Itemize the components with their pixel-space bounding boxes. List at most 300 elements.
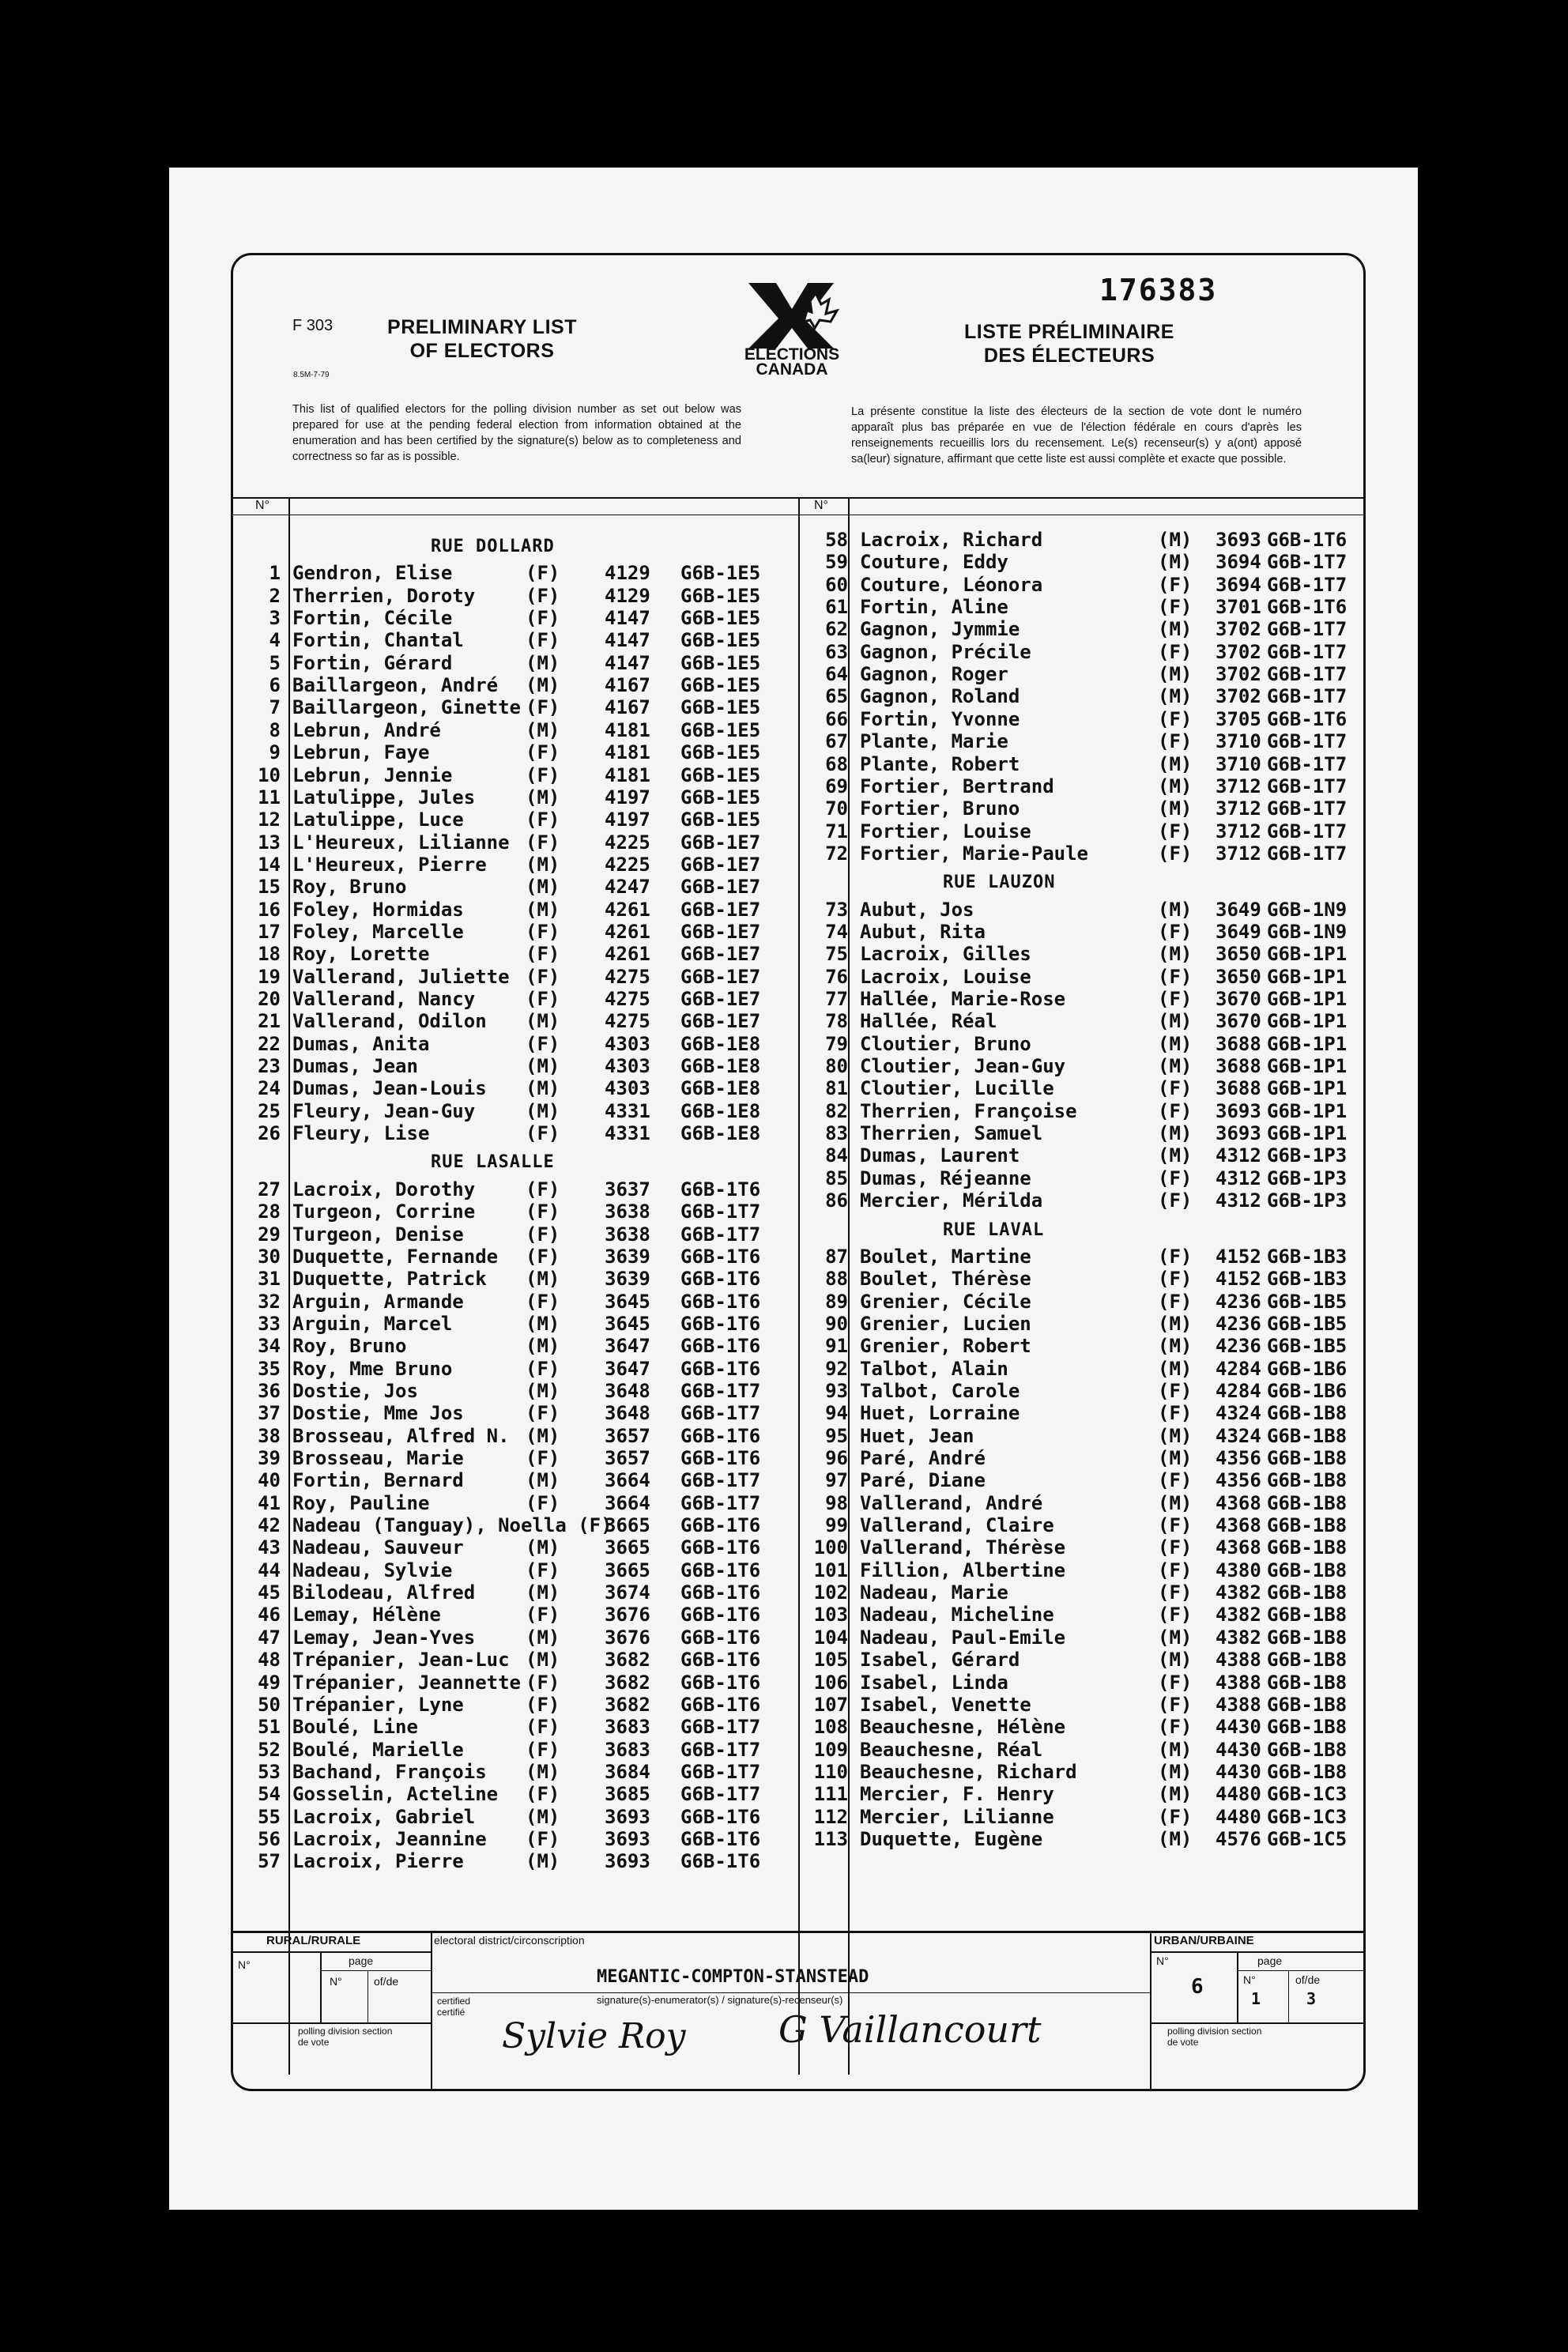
elector-address: 3638 [605, 1200, 650, 1223]
elector-name: Fortin, Aline [860, 596, 1008, 619]
elector-sex: (M) [526, 1649, 560, 1672]
elector-name: Fortin, Chantal [292, 629, 464, 652]
certified-label: certified certifié [437, 1996, 471, 2018]
elector-sex: (F) [1158, 1805, 1193, 1828]
elector-number: 6 [269, 674, 281, 697]
elector-address: 4147 [605, 607, 650, 630]
elector-sex: (M) [1158, 775, 1193, 797]
elector-name: Trépanier, Jeannette [292, 1671, 521, 1694]
elector-sex: (F) [1158, 596, 1193, 619]
elector-sex: (M) [526, 1010, 560, 1033]
elector-number: 59 [825, 551, 848, 574]
elector-number: 83 [825, 1122, 848, 1145]
elector-address: 3664 [605, 1491, 650, 1514]
elector-number: 49 [258, 1671, 281, 1694]
elector-row [233, 1178, 796, 1200]
elector-sex: (F) [526, 1783, 560, 1806]
elector-name: Boulé, Line [292, 1716, 418, 1739]
elector-number: 33 [258, 1312, 281, 1335]
elector-postal-code: G6B-1T7 [680, 1379, 761, 1402]
elector-name: Fortier, Bruno [860, 797, 1020, 820]
elector-name: Baillargeon, Ginette [292, 696, 521, 719]
elector-sex: (F) [526, 1671, 560, 1694]
elector-postal-code: G6B-1P1 [1267, 943, 1348, 966]
elector-name: Fortier, Marie-Paule [860, 842, 1088, 865]
elector-number: 108 [813, 1716, 848, 1739]
elector-row [233, 1358, 796, 1380]
rural-bottom-rule [233, 2022, 431, 2024]
elector-name: Lacroix, Gilles [860, 943, 1031, 966]
elector-sex: (M) [1158, 1738, 1193, 1761]
elector-number: 31 [258, 1268, 281, 1291]
elector-address: 4197 [605, 808, 650, 831]
elector-postal-code: G6B-1P1 [1267, 1032, 1348, 1055]
elector-address: 3710 [1216, 752, 1261, 775]
elector-postal-code: G6B-1E7 [680, 943, 761, 966]
elector-address: 3712 [1216, 775, 1261, 797]
elector-row [233, 1246, 796, 1268]
elector-row [801, 1739, 1363, 1761]
elector-sex: (F) [526, 1604, 560, 1626]
elector-number: 110 [813, 1760, 848, 1783]
elector-postal-code: G6B-1T7 [1267, 775, 1348, 797]
rural-page-rule [320, 1970, 431, 1971]
elector-number: 65 [825, 685, 848, 708]
elector-name: Lemay, Hélène [292, 1604, 441, 1626]
elector-postal-code: G6B-1T6 [680, 1514, 761, 1537]
elector-name: Lacroix, Pierre [292, 1850, 464, 1873]
elector-address: 4382 [1216, 1604, 1261, 1626]
elector-row [801, 551, 1363, 573]
elector-row [233, 1291, 796, 1313]
elector-sex: (M) [1158, 618, 1193, 641]
elector-sex: (M) [1158, 1010, 1193, 1033]
elector-postal-code: G6B-1E7 [680, 853, 761, 876]
elector-address: 3645 [605, 1312, 650, 1335]
rural-divider [431, 1931, 432, 2089]
elector-postal-code: G6B-1B8 [1267, 1491, 1348, 1514]
rural-of-label: of/de [374, 1975, 399, 1988]
elector-sex: (F) [1158, 1693, 1193, 1716]
elector-row [233, 764, 796, 786]
col-divider-middle [798, 497, 800, 2075]
elector-address: 3665 [605, 1536, 650, 1559]
elector-row [233, 1380, 796, 1402]
elector-name: Nadeau, Sylvie [292, 1559, 453, 1581]
elector-sex: (M) [526, 1805, 560, 1828]
elector-number: 63 [825, 640, 848, 663]
elector-postal-code: G6B-1T7 [1267, 663, 1348, 686]
elector-number: 25 [258, 1099, 281, 1122]
elector-number: 8 [269, 718, 281, 741]
elector-postal-code: G6B-1E8 [680, 1099, 761, 1122]
elector-name: Nadeau, Sauveur [292, 1536, 464, 1559]
elector-number: 73 [825, 898, 848, 921]
elector-row [233, 1200, 796, 1223]
elector-sex: (F) [1158, 842, 1193, 865]
elector-row [801, 685, 1363, 707]
elector-address: 3693 [1216, 529, 1261, 551]
elector-postal-code: G6B-1B5 [1267, 1335, 1348, 1358]
elector-name: Paré, Diane [860, 1469, 986, 1492]
elector-sex: (M) [526, 1268, 560, 1291]
elector-name: Trépanier, Jean-Luc [292, 1649, 510, 1672]
elector-postal-code: G6B-1P1 [1267, 1010, 1348, 1033]
elector-name: Isabel, Gérard [860, 1649, 1020, 1672]
elector-sex: (F) [1158, 1559, 1193, 1581]
elector-row [801, 1649, 1363, 1671]
elector-number: 96 [825, 1447, 848, 1469]
elector-postal-code: G6B-1P1 [1267, 1055, 1348, 1078]
elector-row [233, 1010, 796, 1032]
elector-row [801, 1469, 1363, 1491]
elector-number: 50 [258, 1693, 281, 1716]
elector-name: Cloutier, Lucille [860, 1077, 1054, 1100]
elector-number: 40 [258, 1469, 281, 1492]
elector-address: 3647 [605, 1335, 650, 1358]
elector-address: 3665 [605, 1514, 650, 1537]
elector-sex: (M) [1158, 943, 1193, 966]
elector-postal-code: G6B-1T6 [680, 1693, 761, 1716]
elector-sex: (M) [526, 1335, 560, 1358]
elector-address: 3694 [1216, 551, 1261, 574]
elector-number: 38 [258, 1424, 281, 1447]
elector-postal-code: G6B-1B6 [1267, 1379, 1348, 1402]
elector-address: 4480 [1216, 1783, 1261, 1806]
elector-name: Boulet, Martine [860, 1245, 1031, 1268]
elector-number: 112 [813, 1805, 848, 1828]
elector-name: Isabel, Linda [860, 1671, 1008, 1694]
elector-number: 55 [258, 1805, 281, 1828]
elector-number: 91 [825, 1335, 848, 1358]
elector-row [233, 1716, 796, 1738]
district-rule [432, 1992, 1152, 1993]
elector-address: 4225 [605, 831, 650, 854]
elector-sex: (M) [526, 651, 560, 674]
elector-row [801, 1828, 1363, 1850]
elector-name: Brosseau, Marie [292, 1447, 464, 1469]
elector-name: Gagnon, Roger [860, 663, 1008, 686]
elector-number: 105 [813, 1649, 848, 1672]
elector-name: Hallée, Réal [860, 1010, 997, 1033]
elector-postal-code: G6B-1E5 [680, 786, 761, 808]
elector-number: 87 [825, 1245, 848, 1268]
elector-postal-code: G6B-1T7 [1267, 551, 1348, 574]
elector-sex: (F) [526, 943, 560, 966]
elector-name: Hallée, Marie-Rose [860, 988, 1066, 1010]
elector-sex: (M) [526, 718, 560, 741]
elector-sex: (F) [526, 607, 560, 630]
elector-address: 4303 [605, 1032, 650, 1055]
elector-number: 62 [825, 618, 848, 641]
elector-sex: (F) [1158, 1167, 1193, 1189]
elector-number: 17 [258, 920, 281, 943]
elector-address: 4247 [605, 876, 650, 899]
elector-address: 4368 [1216, 1491, 1261, 1514]
urban-label: URBAN/URBAINE [1154, 1934, 1254, 1947]
elections-canada-logo [733, 279, 851, 382]
elector-postal-code: G6B-1E7 [680, 898, 761, 921]
elector-postal-code: G6B-1T6 [680, 1581, 761, 1604]
elector-number: 70 [825, 797, 848, 820]
elector-number: 45 [258, 1581, 281, 1604]
elector-address: 4181 [605, 718, 650, 741]
elector-row [801, 641, 1363, 663]
elector-name: Aubut, Rita [860, 920, 986, 943]
elector-list-form [231, 253, 1366, 2091]
elector-row [801, 1604, 1363, 1626]
elector-postal-code: G6B-1B8 [1267, 1424, 1348, 1447]
elector-number: 21 [258, 1010, 281, 1033]
logo-line-2: CANADA [756, 360, 828, 379]
elector-address: 4382 [1216, 1581, 1261, 1604]
elector-name: Dumas, Jean [292, 1055, 418, 1078]
elector-name: Vallerand, Claire [860, 1514, 1054, 1537]
elector-postal-code: G6B-1T6 [680, 1312, 761, 1335]
district-label: electoral district/circonscription [434, 1934, 585, 1947]
elector-number: 93 [825, 1379, 848, 1402]
elector-address: 3682 [605, 1649, 650, 1672]
page-total: 3 [1306, 1989, 1317, 2008]
elector-row [233, 1313, 796, 1335]
elector-address: 4261 [605, 920, 650, 943]
elector-sex: (F) [526, 831, 560, 854]
elector-row [233, 1492, 796, 1514]
elector-postal-code: G6B-1B8 [1267, 1716, 1348, 1739]
elector-postal-code: G6B-1T6 [680, 1424, 761, 1447]
elector-row [801, 1055, 1363, 1077]
elector-address: 3657 [605, 1424, 650, 1447]
elector-postal-code: G6B-1B8 [1267, 1649, 1348, 1672]
elector-address: 3693 [605, 1827, 650, 1850]
elector-name: Lacroix, Gabriel [292, 1805, 476, 1828]
urban-no-label: N° [1156, 1954, 1169, 1967]
elector-name: Foley, Marcelle [292, 920, 464, 943]
elector-postal-code: G6B-1T6 [1267, 707, 1348, 730]
elector-sex: (F) [526, 1032, 560, 1055]
elector-sex: (F) [526, 1559, 560, 1581]
elector-address: 3693 [1216, 1122, 1261, 1145]
elector-sex: (M) [1158, 1335, 1193, 1358]
elector-sex: (F) [1158, 1268, 1193, 1291]
elector-row [233, 585, 796, 607]
elector-number: 30 [258, 1245, 281, 1268]
elector-row [801, 1313, 1363, 1335]
elector-sex: (F) [526, 763, 560, 786]
elector-postal-code: G6B-1T7 [1267, 820, 1348, 842]
elector-name: Duquette, Patrick [292, 1268, 487, 1291]
elector-address: 3701 [1216, 596, 1261, 619]
elector-sex: (F) [1158, 730, 1193, 753]
elector-sex: (M) [526, 1379, 560, 1402]
elector-row [801, 1672, 1363, 1694]
elector-number: 61 [825, 596, 848, 619]
elector-number: 56 [258, 1827, 281, 1850]
elector-postal-code: G6B-1B8 [1267, 1693, 1348, 1716]
elector-name: Roy, Bruno [292, 876, 407, 899]
elector-sex: (F) [1158, 640, 1193, 663]
elector-name: Dumas, Réjeanne [860, 1167, 1031, 1189]
elector-sex: (F) [1158, 1716, 1193, 1739]
elector-postal-code: G6B-1T6 [680, 1536, 761, 1559]
elector-postal-code: G6B-1B8 [1267, 1671, 1348, 1694]
elector-name: Beauchesne, Hélène [860, 1716, 1066, 1739]
elector-postal-code: G6B-1T7 [680, 1469, 761, 1492]
elector-row [233, 562, 796, 584]
elector-number: 15 [258, 876, 281, 899]
elector-address: 3639 [605, 1268, 650, 1291]
elector-row [233, 1469, 796, 1491]
elector-sex: (F) [526, 988, 560, 1010]
elector-row [233, 1559, 796, 1581]
elector-row [233, 1077, 796, 1099]
elector-address: 4236 [1216, 1290, 1261, 1313]
elector-address: 4129 [605, 562, 650, 585]
elector-row [801, 1783, 1363, 1805]
elector-row [801, 899, 1363, 921]
urban-rule [1150, 1951, 1363, 1953]
urban-page-no-label: N° [1243, 1973, 1256, 1986]
col-no-left: N° [255, 499, 270, 512]
elector-number: 88 [825, 1268, 848, 1291]
elector-postal-code: G6B-1T6 [680, 1559, 761, 1581]
elector-postal-code: G6B-1T6 [680, 1335, 761, 1358]
elector-sex: (F) [1158, 1536, 1193, 1559]
elector-name: Arguin, Armande [292, 1290, 464, 1313]
elector-number: 67 [825, 730, 848, 753]
elector-sex: (F) [526, 1491, 560, 1514]
elector-number: 101 [813, 1559, 848, 1581]
elector-address: 4181 [605, 741, 650, 764]
elector-row [801, 1100, 1363, 1122]
elector-number: 104 [813, 1626, 848, 1649]
elector-address: 3639 [605, 1245, 650, 1268]
elector-name: Brosseau, Alfred N. [292, 1424, 510, 1447]
elector-sex: (F) [526, 629, 560, 652]
elector-name: Latulippe, Luce [292, 808, 464, 831]
elector-sex: (M) [1158, 1491, 1193, 1514]
elector-name: Boulet, Thérèse [860, 1268, 1031, 1291]
elector-name: Dostie, Mme Jos [292, 1402, 464, 1425]
elector-number: 81 [825, 1077, 848, 1100]
elector-number: 66 [825, 707, 848, 730]
elector-row [801, 1167, 1363, 1189]
elector-address: 4388 [1216, 1649, 1261, 1672]
elector-row [233, 1672, 796, 1694]
elector-number: 53 [258, 1760, 281, 1783]
elector-name: Therrien, Doroty [292, 584, 476, 607]
elector-address: 3674 [605, 1581, 650, 1604]
elector-sex: (F) [1158, 1189, 1193, 1212]
elector-sex: (F) [1158, 1671, 1193, 1694]
elector-sex: (M) [526, 1626, 560, 1649]
elector-sex: (M) [1158, 663, 1193, 686]
elector-postal-code: G6B-1T6 [680, 1850, 761, 1873]
elector-sex: (M) [1158, 1312, 1193, 1335]
elector-sex: (M) [1158, 685, 1193, 708]
elector-number: 51 [258, 1716, 281, 1739]
elector-name: Vallerand, Nancy [292, 988, 476, 1010]
elector-name: L'Heureux, Pierre [292, 853, 487, 876]
elector-number: 78 [825, 1010, 848, 1033]
elector-postal-code: G6B-1E7 [680, 988, 761, 1010]
elector-postal-code: G6B-1P1 [1267, 1099, 1348, 1122]
elector-sex: (M) [526, 853, 560, 876]
elector-name: Lemay, Jean-Yves [292, 1626, 476, 1649]
elector-address: 3702 [1216, 663, 1261, 686]
elector-postal-code: G6B-1T7 [680, 1716, 761, 1739]
elector-address: 3702 [1216, 640, 1261, 663]
elector-sex: (M) [1158, 1357, 1193, 1380]
elector-number: 22 [258, 1032, 281, 1055]
elector-name: Fortier, Bertrand [860, 775, 1054, 797]
elector-address: 3682 [605, 1693, 650, 1716]
elector-sex: (M) [1158, 1122, 1193, 1145]
elector-name: Boulé, Marielle [292, 1738, 464, 1761]
elector-row [801, 753, 1363, 775]
elector-row [233, 1649, 796, 1671]
elector-name: Roy, Mme Bruno [292, 1357, 453, 1380]
elector-row [801, 1189, 1363, 1212]
elector-postal-code: G6B-1C3 [1267, 1783, 1348, 1806]
elector-address: 4368 [1216, 1514, 1261, 1537]
elector-postal-code: G6B-1B8 [1267, 1402, 1348, 1425]
elector-address: 4129 [605, 584, 650, 607]
elector-number: 64 [825, 663, 848, 686]
elector-name: Lebrun, André [292, 718, 441, 741]
signature-label: signature(s)-enumerator(s) / signature(s)-recenseur(s) [597, 1994, 843, 2006]
elector-name: Lebrun, Jennie [292, 763, 453, 786]
elector-postal-code: G6B-1T6 [680, 1671, 761, 1694]
elector-postal-code: G6B-1B5 [1267, 1312, 1348, 1335]
elector-address: 3664 [605, 1469, 650, 1492]
form-date: 8.5M-7-79 [293, 371, 330, 379]
elector-address: 3649 [1216, 920, 1261, 943]
elector-sex: (M) [526, 674, 560, 697]
rural-page-label: page [349, 1954, 374, 1967]
elector-address: 4275 [605, 965, 650, 988]
elector-row [801, 1716, 1363, 1738]
elector-number: 109 [813, 1738, 848, 1761]
elector-name: Beauchesne, Richard [860, 1760, 1077, 1783]
elector-number: 26 [258, 1122, 281, 1145]
elector-row [233, 899, 796, 921]
elector-number: 82 [825, 1099, 848, 1122]
title-fr: LISTE PRÉLIMINAIRE DES ÉLECTEURS [964, 321, 1174, 367]
elector-name: Vallerand, Odilon [292, 1010, 487, 1033]
elector-address: 3688 [1216, 1032, 1261, 1055]
elector-row [801, 1010, 1363, 1032]
elector-number: 92 [825, 1357, 848, 1380]
elector-name: Plante, Robert [860, 752, 1020, 775]
elector-postal-code: G6B-1E8 [680, 1077, 761, 1100]
elector-number: 102 [813, 1581, 848, 1604]
elector-address: 4430 [1216, 1760, 1261, 1783]
elector-address: 3670 [1216, 1010, 1261, 1033]
elector-name: Roy, Lorette [292, 943, 430, 966]
elector-address: 4388 [1216, 1671, 1261, 1694]
elector-address: 3665 [605, 1559, 650, 1581]
elector-row [801, 775, 1363, 797]
elector-row [801, 1122, 1363, 1144]
elector-address: 3712 [1216, 842, 1261, 865]
elector-number: 85 [825, 1167, 848, 1189]
elector-sex: (M) [526, 1850, 560, 1873]
elector-postal-code: G6B-1B8 [1267, 1514, 1348, 1537]
elector-row [801, 1761, 1363, 1783]
elector-number: 11 [258, 786, 281, 808]
elector-sex: (F) [526, 1122, 560, 1145]
